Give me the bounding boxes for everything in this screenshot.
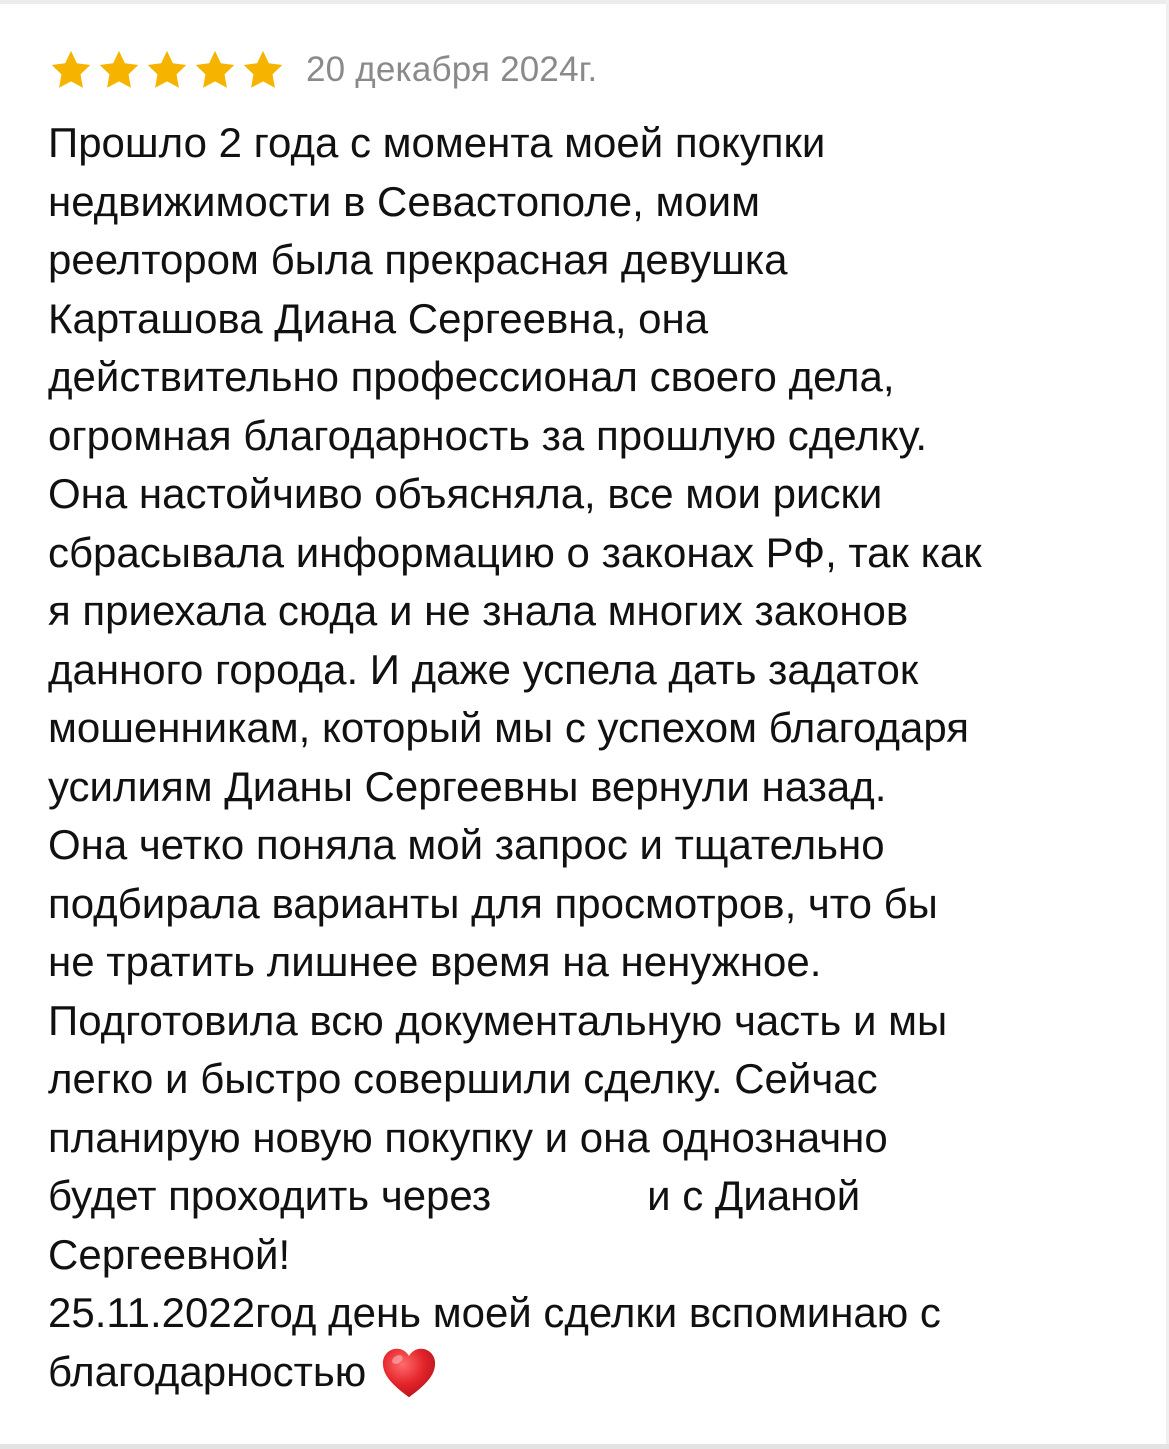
- review-line: действительно профессионал своего дела,: [48, 353, 895, 400]
- review-line: усилиям Дианы Сергеевны вернули назад.: [48, 762, 887, 810]
- review-text: [48, 114, 1138, 1401]
- review-line: не тратить лишнее время на ненужное.: [48, 938, 822, 985]
- star-icon: [144, 48, 190, 92]
- star-icon: [192, 48, 238, 92]
- review-line: Карташова Диана Сергеевна, она: [48, 294, 709, 342]
- star-icon: [48, 48, 94, 92]
- review-header: [48, 44, 597, 96]
- review-line: мошенникам, который мы с успехом благодаря: [48, 704, 969, 751]
- review-line: я приехала сюда и не знала многих законов: [48, 587, 909, 634]
- review-line: Она настойчиво объясняла, все мои риски: [48, 470, 883, 517]
- review-line: сбрасывала информацию о законах РФ, так как: [48, 528, 982, 576]
- review-date: 20 декабря 2024г.: [306, 50, 598, 89]
- review-line: недвижимости в Севастополе, моим: [48, 177, 761, 225]
- review-line: Она четко поняла мой запрос и тщательно: [48, 821, 885, 868]
- bottom-divider: [0, 1444, 1169, 1449]
- review-line: 25.11.2022год день моей сделки вспоминаю с: [48, 1289, 941, 1336]
- review-line-with-gap: [48, 1167, 1138, 1226]
- review-line: Подготовила всю документальную часть и мы: [48, 996, 948, 1044]
- review-line: планирую новую покупку и она однозначно: [48, 1113, 888, 1161]
- review-line-part: благодарностью: [48, 1347, 367, 1395]
- review-line: реелтором была прекрасная девушка: [48, 236, 788, 283]
- top-divider: [0, 0, 1169, 4]
- review-line: легко и быстро совершили сделку. Сейчас: [48, 1055, 878, 1102]
- review-line: данного города. И даже успела дать задаток: [48, 645, 919, 693]
- review-line-part: будет проходить через: [48, 1172, 492, 1219]
- review-line: подбирала варианты для просмотров, что бы: [48, 879, 938, 927]
- star-rating: [48, 48, 286, 92]
- star-icon: [96, 48, 142, 92]
- red-heart-icon: [380, 1346, 438, 1400]
- review-line: огромная благодарность за прошлую сделку.: [48, 411, 928, 459]
- review-line: Прошло 2 года с момента моей покупки: [48, 119, 826, 166]
- review-line-part: и с Дианой: [647, 1172, 861, 1219]
- review-last-line: [48, 1343, 1138, 1402]
- review-line: Сергеевной!: [48, 1230, 291, 1278]
- star-icon: [240, 48, 286, 92]
